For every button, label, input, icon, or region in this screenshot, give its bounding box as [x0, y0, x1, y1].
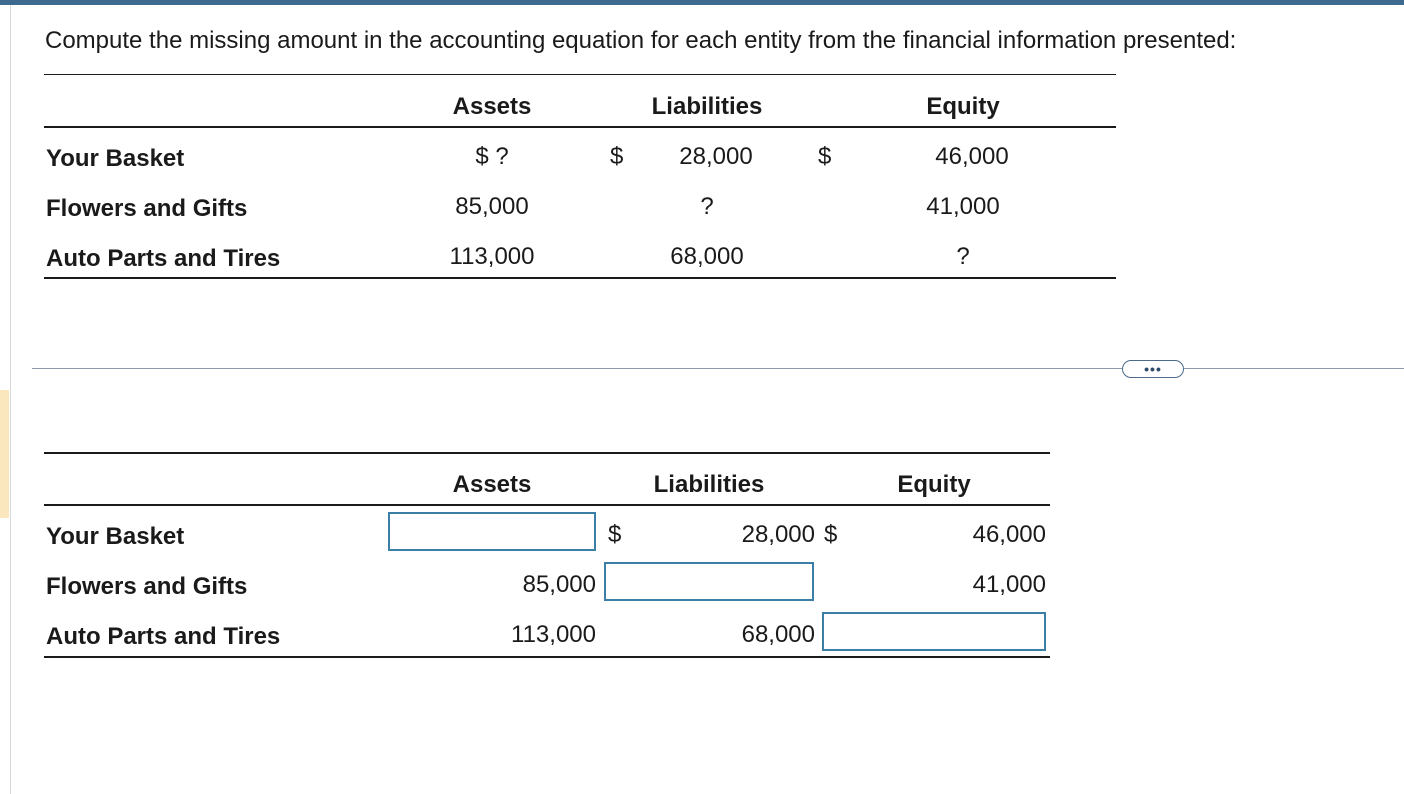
- table-bottom-rule: [44, 277, 1116, 279]
- assets-answer-input[interactable]: [388, 512, 596, 551]
- assets-value: 85,000: [455, 193, 529, 220]
- equity-value: 41,000: [926, 193, 1000, 220]
- dollar-sign: $: [818, 143, 832, 170]
- assets-value: 113,000: [511, 621, 596, 648]
- active-part-marker: [0, 390, 9, 518]
- top-accent-bar: [0, 0, 1404, 5]
- liabilities-value: 28,000: [741, 521, 815, 548]
- header-equity: Equity: [926, 93, 1000, 120]
- equity-value: 41,000: [972, 571, 1046, 598]
- table-top-rule: [44, 452, 1050, 454]
- entity-label: Flowers and Gifts: [46, 573, 248, 600]
- entity-label: Auto Parts and Tires: [46, 245, 281, 272]
- more-options-button[interactable]: [1122, 360, 1184, 378]
- question-prompt: Compute the missing amount in the accounting equation for each entity from the financial information presented:: [45, 27, 1237, 54]
- entity-label: Your Basket: [46, 523, 185, 550]
- section-divider: [32, 368, 1404, 369]
- ellipsis-icon: •••: [1144, 361, 1162, 377]
- equity-answer-input[interactable]: [822, 612, 1046, 651]
- liabilities-value: ?: [700, 193, 714, 220]
- assets-value: 85,000: [522, 571, 596, 598]
- equity-value: 46,000: [972, 521, 1046, 548]
- entity-label: Auto Parts and Tires: [46, 623, 281, 650]
- assets-value: $ ?: [475, 143, 509, 170]
- dollar-sign: $: [610, 143, 624, 170]
- header-assets: Assets: [452, 93, 532, 120]
- header-underline: [44, 126, 1116, 128]
- header-assets: Assets: [452, 471, 532, 498]
- table-top-rule: [44, 74, 1116, 75]
- table-bottom-rule: [44, 656, 1050, 658]
- liabilities-value: 68,000: [741, 621, 815, 648]
- liabilities-value: 28,000: [679, 143, 753, 170]
- header-liabilities: Liabilities: [651, 93, 763, 120]
- equity-value: ?: [956, 243, 970, 270]
- liabilities-answer-input[interactable]: [604, 562, 814, 601]
- entity-label: Flowers and Gifts: [46, 195, 248, 222]
- header-equity: Equity: [897, 471, 971, 498]
- header-underline: [44, 504, 1050, 506]
- entity-label: Your Basket: [46, 145, 185, 172]
- liabilities-value: 68,000: [670, 243, 744, 270]
- assets-value: 113,000: [449, 243, 535, 270]
- left-border: [10, 5, 11, 794]
- header-liabilities: Liabilities: [653, 471, 765, 498]
- dollar-sign: $: [608, 521, 622, 548]
- equity-value: 46,000: [935, 143, 1009, 170]
- dollar-sign: $: [824, 521, 838, 548]
